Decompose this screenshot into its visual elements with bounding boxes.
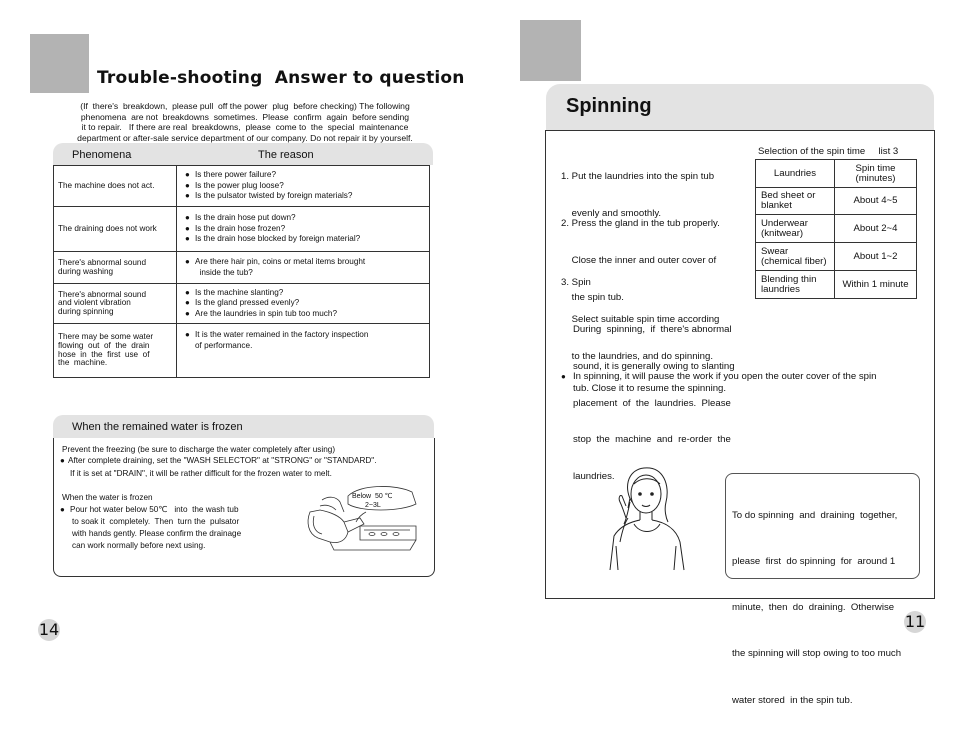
reason-header: The reason: [258, 149, 314, 161]
reason-text: Is the drain hose put down?: [195, 213, 296, 223]
frozen-step-text: can work normally before next using.: [72, 541, 206, 551]
reason-text: Are the laundries in spin tub too much?: [195, 308, 338, 318]
bullet-icon: ●: [185, 330, 190, 339]
frozen-steps: [60, 505, 241, 553]
pause-note-line: [561, 371, 876, 383]
step-text: Close the inner and outer cover of: [561, 255, 717, 267]
table-row: [756, 215, 917, 243]
intro-line: department or after-sale service department of our company. Do not repair it by yourself.: [77, 132, 413, 143]
bullet-icon: ●: [185, 170, 190, 180]
intro-text: [58, 101, 432, 143]
step-text: to the laundries, and do spinning.: [561, 350, 714, 362]
reason-text: Are there hair pin, coins or metal items brought: [195, 256, 366, 266]
phenomena-text: There's abnormal sound: [58, 257, 147, 267]
bullet-icon: ●: [185, 180, 190, 190]
phenomena-cell: [54, 284, 177, 324]
phenomena-cell: [54, 252, 177, 284]
laundries-cell: Blending thin laundries: [756, 271, 835, 299]
intro-line: phenomena are not breakdowns sometimes. Please confirm again before sending: [80, 111, 410, 122]
phenomena-text: hose in the first use of: [58, 349, 150, 359]
bullet-icon: ●: [185, 287, 190, 297]
bullet-icon: ●: [185, 308, 190, 318]
tip-line: To do spinning and draining together,: [732, 509, 898, 521]
note-text: During spinning, if there's abnormal: [573, 324, 732, 336]
bullet-icon: ●: [60, 505, 65, 514]
bullet-icon: ●: [185, 213, 190, 223]
time-header-line: (minutes): [855, 172, 896, 184]
water-temp-label: Below 50 ℃: [352, 493, 393, 500]
reason-cell: [177, 166, 430, 207]
spin-time-table: [755, 159, 917, 299]
reason-text: It is the water remained in the factory inspection: [195, 330, 369, 339]
trouble-table-header: [53, 143, 433, 165]
note-text: placement of the laundries. Please: [573, 397, 731, 409]
phenomena-text: during washing: [58, 266, 114, 276]
bullet-icon: ●: [185, 256, 190, 266]
frozen-header-text: When the remained water is frozen: [72, 421, 243, 433]
right-gray-square: [520, 20, 581, 81]
table-row: [756, 188, 917, 215]
phenomena-text: The draining does not work: [58, 223, 157, 233]
reason-item: [185, 341, 429, 352]
laundries-cell: Bed sheet or blanket: [756, 188, 835, 215]
reason-text: Is the power plug loose?: [195, 180, 284, 190]
reason-text: Is the pulsator twisted by foreign materials?: [195, 191, 353, 201]
step-text: 2. Press the gland in the tub properly.: [561, 218, 720, 230]
reason-text: Is the gland pressed evenly?: [195, 298, 300, 308]
frozen-step-text: with hands gently. Please confirm the drainage: [72, 529, 242, 538]
table-row: [756, 271, 917, 299]
bullet-icon: ●: [60, 456, 65, 465]
reason-item: [185, 268, 429, 279]
frozen-subhead: When the water is frozen: [62, 493, 153, 502]
phenomena-header: Phenomena: [72, 149, 132, 161]
table-row: [756, 160, 917, 188]
reason-item: [185, 234, 429, 245]
reason-item: [185, 257, 429, 268]
frozen-step-item: [60, 505, 241, 516]
laundries-header: Laundries: [756, 160, 835, 188]
reason-item: [185, 170, 429, 181]
table-row: [54, 207, 430, 252]
note-text: laundries.: [573, 470, 615, 482]
reason-text: inside the tub?: [195, 267, 253, 277]
phenomena-text: flowing out of the drain: [58, 340, 150, 350]
page-number-left: 14: [38, 620, 60, 639]
reason-text: Is the machine slanting?: [195, 287, 284, 297]
time-header: [835, 160, 917, 188]
reason-cell: [177, 207, 430, 252]
water-volume-label: 2~3L: [365, 502, 381, 509]
intro-line: (If there's breakdown, please pull off the power plug before checking) The following: [80, 101, 410, 111]
phenomena-text: during spinning: [58, 306, 114, 316]
reason-item: [185, 309, 429, 320]
reason-text: Is the drain hose blocked by foreign material?: [195, 234, 361, 244]
phenomena-text: the machine.: [58, 358, 108, 368]
step-text: 3. Spin: [561, 277, 591, 289]
reason-text: Is there power failure?: [195, 170, 277, 180]
phenomena-cell: [54, 207, 177, 252]
note-text: tub. Close it to resume the spinning.: [573, 383, 727, 395]
phenomena-text: There may be some water: [58, 332, 154, 342]
pause-note: [561, 371, 876, 395]
reason-cell: [177, 252, 430, 284]
phenomena-text: There's abnormal sound: [58, 289, 147, 299]
time-cell: About 1~2: [835, 243, 917, 271]
note-text: sound, it is generally owing to slanting: [573, 361, 735, 373]
tip-line: the spinning will stop owing to too much: [732, 648, 902, 660]
table-row: [54, 284, 430, 324]
trouble-table: [53, 165, 430, 378]
phenomena-cell: [54, 166, 177, 207]
laundries-cell: Underwear (knitwear): [756, 215, 835, 243]
table-row: [54, 324, 430, 378]
time-header-line: Spin time: [855, 162, 896, 174]
left-gray-square: [30, 34, 89, 93]
frozen-step-text: Pour hot water below 50℃ into the wash tub: [70, 505, 239, 514]
step-text: 1. Put the laundries into the spin tub: [561, 171, 715, 183]
bullet-spacer: [185, 341, 195, 352]
tip-text: [732, 477, 901, 739]
bullet-icon: ●: [185, 298, 190, 308]
spinning-header-bar: [546, 84, 934, 130]
table-row: [54, 166, 430, 207]
tip-line: minute, then do draining. Otherwise: [732, 602, 895, 614]
phenomena-cell: [54, 324, 177, 378]
frozen-step-text: to soak it completely. Then turn the pulsator: [72, 516, 240, 526]
frozen-bullet-line: [60, 456, 377, 467]
frozen-line: After complete draining, set the "WASH SELECTOR" at "STRONG" or "STANDARD".: [68, 456, 377, 465]
reason-text: Is the drain hose frozen?: [195, 223, 286, 233]
reason-item: [185, 224, 429, 235]
reason-text: of performance.: [195, 340, 253, 350]
bullet-icon: ●: [185, 191, 190, 201]
phenomena-text: The machine does not act.: [58, 180, 155, 190]
spin-table-caption: Selection of the spin time list 3: [758, 146, 899, 157]
time-cell: About 4~5: [835, 188, 917, 215]
table-row: [54, 252, 430, 284]
woman-illustration: [604, 462, 690, 576]
bullet-icon: ●: [561, 372, 566, 381]
frozen-section-box: [53, 438, 435, 577]
bullet-icon: ●: [185, 234, 190, 244]
reason-item: [185, 191, 429, 202]
laundries-cell: Swear (chemical fiber): [756, 243, 835, 271]
trouble-shooting-title: Trouble-shooting Answer to question: [97, 68, 465, 88]
reason-item: [185, 181, 429, 192]
reason-cell: [177, 284, 430, 324]
tip-line: water stored in the spin tub.: [732, 694, 853, 706]
tip-line: please first do spinning for around 1: [732, 556, 896, 568]
bullet-icon: ●: [185, 223, 190, 233]
table-row: [756, 243, 917, 271]
time-cell: About 2~4: [835, 215, 917, 243]
step-text: the spin tub.: [561, 291, 624, 303]
reason-item: [185, 213, 429, 224]
spinning-title: Spinning: [566, 95, 652, 117]
frozen-line: If it is set at "DRAIN", it will be rather difficult for the frozen water to melt.: [70, 469, 332, 478]
phenomena-text: and violent vibration: [58, 298, 131, 308]
reason-item: [185, 330, 429, 341]
bullet-spacer: [185, 268, 195, 279]
frozen-line: Prevent the freezing (be sure to discharge the water completely after using): [62, 445, 336, 454]
step-text: Select suitable spin time according: [561, 314, 720, 326]
reason-cell: [177, 324, 430, 378]
step-text: evenly and smoothly.: [561, 208, 662, 220]
page-number-right: 11: [904, 612, 926, 631]
reason-item: [185, 298, 429, 309]
frozen-section-header: [53, 415, 434, 438]
intro-line: it to repair. If there are real breakdowns, please come to the special maintenance: [81, 122, 409, 133]
reason-item: [185, 288, 429, 299]
time-cell: Within 1 minute: [835, 271, 917, 299]
note-text: In spinning, it will pause the work if you open the outer cover of the spin: [573, 371, 877, 382]
note-text: stop the machine and re-order the: [573, 434, 731, 446]
